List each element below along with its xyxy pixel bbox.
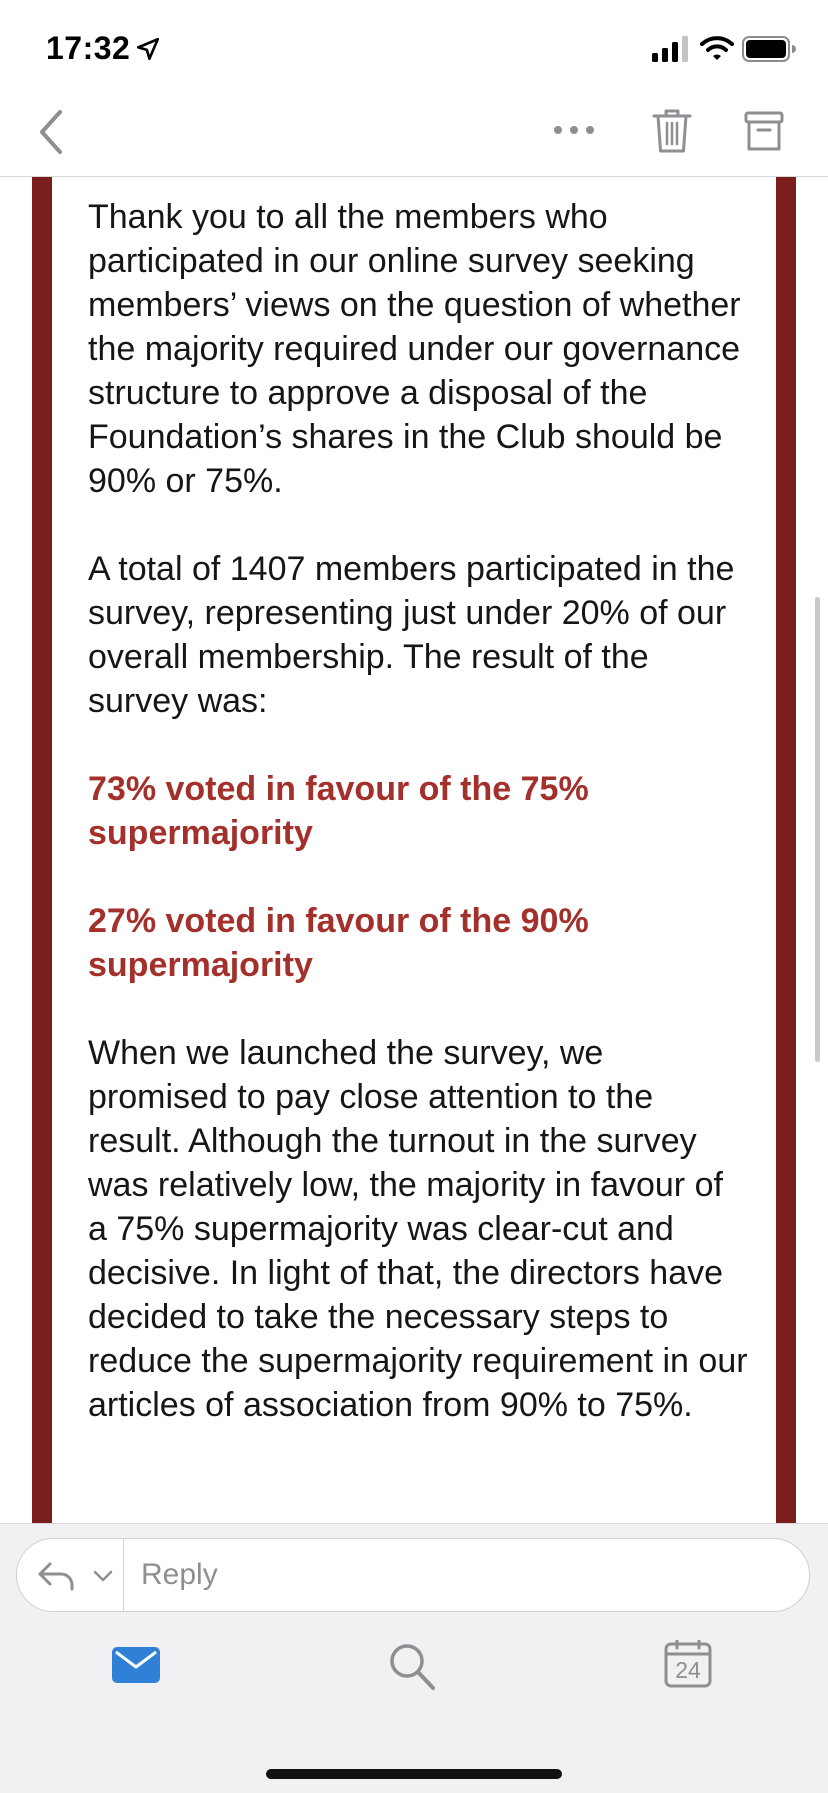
more-dots-icon[interactable] xyxy=(552,122,596,138)
wifi-icon xyxy=(700,34,734,62)
bottom-toolbar xyxy=(0,1523,828,1793)
email-paragraph: Thank you to all the members who participated in our online survey seeking members’ views on the question of whether the majority required under our governance structure to approve a disposal of the Foundation’s shares in the Club should be 90% or 75%. xyxy=(88,198,741,500)
battery-icon xyxy=(742,36,796,62)
calendar-day-label: 24 xyxy=(675,1657,701,1683)
signal-icon xyxy=(652,36,690,62)
email-frame-right-border xyxy=(776,177,796,1523)
email-paragraph: When we launched the survey, we promised to pay close attention to the result. Although the turnout in the survey was relatively low, the majority in favour of a 75% supermajority was clear-cut and decisive. In light of that, the directors have decided to take the necessary steps to reduce the supermajority requirement in our articles of association from 90% to 75%. xyxy=(88,1034,748,1424)
scrollbar[interactable] xyxy=(815,597,820,1062)
home-indicator[interactable] xyxy=(266,1769,562,1779)
trash-icon[interactable] xyxy=(652,108,692,154)
survey-result-90: 27% voted in favour of the 90% supermajority xyxy=(88,902,589,984)
email-frame-left-border xyxy=(32,177,52,1523)
status-time: 17:32 xyxy=(46,30,131,66)
email-body[interactable] xyxy=(0,177,828,1523)
chevron-left-icon[interactable] xyxy=(36,108,66,156)
survey-result-75: 73% voted in favour of the 75% supermajority xyxy=(88,770,589,852)
reply-bar xyxy=(16,1538,810,1612)
search-icon[interactable] xyxy=(388,1642,436,1692)
status-bar xyxy=(0,0,828,100)
archive-icon[interactable] xyxy=(744,110,784,152)
reply-arrow-icon xyxy=(37,1561,75,1591)
email-text xyxy=(88,195,748,1471)
nav-bar xyxy=(0,100,828,177)
reply-input[interactable] xyxy=(141,1539,781,1611)
chevron-down-icon xyxy=(93,1569,113,1583)
reply-options-button[interactable] xyxy=(17,1539,124,1611)
email-paragraph: A total of 1407 members participated in the survey, representing just under 20% of our overall membership. The result of the survey was: xyxy=(88,550,735,720)
location-arrow-icon xyxy=(135,36,161,62)
mail-icon[interactable] xyxy=(112,1647,160,1683)
